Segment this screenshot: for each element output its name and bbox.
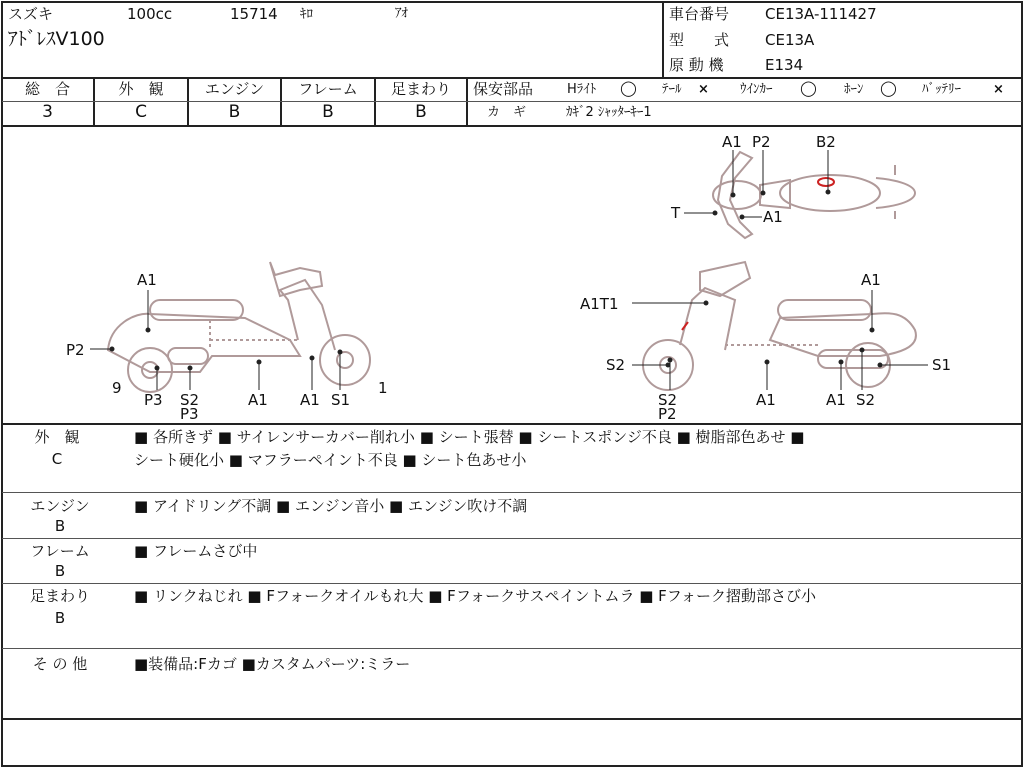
suspension-grade-value: B	[415, 102, 427, 122]
top-damage-mark	[818, 178, 834, 186]
remarks-divider-3	[2, 583, 1022, 584]
remarks-exterior-line-1: ■ 各所きず ■ サイレンサーカバー削れ小 ■ シート張替 ■ シートスポンジ不良 ■ 樹脂部色あせ ■	[134, 428, 805, 446]
mileage-unit-text: ｷﾛ	[300, 7, 313, 22]
displacement-text: 100cc	[127, 5, 173, 23]
remarks-exterior-grade: C	[51, 450, 63, 468]
engine-grade-label: エンジン	[204, 80, 265, 98]
maker-text: スズキ	[8, 5, 54, 23]
overall-grade-label: 総 合	[24, 80, 70, 98]
winker-label: ｳｲﾝｶｰ	[740, 82, 773, 97]
remarks-frame-grade: B	[54, 562, 66, 580]
left-label-1: 1	[378, 379, 388, 397]
remarks-other-label: そ の 他	[32, 655, 88, 673]
right-label-a1-floor: A1	[756, 391, 776, 409]
winker-mark: ◯	[800, 79, 817, 97]
tail-label: ﾃｰﾙ	[662, 82, 682, 97]
tail-mark: ×	[698, 82, 709, 97]
right-label-s2-front: S2	[606, 356, 626, 374]
remarks-exterior-label: 外 観	[34, 428, 80, 446]
right-label-s1: S1	[932, 356, 952, 374]
scooter-top-view	[713, 152, 915, 238]
right-muffler	[818, 350, 888, 368]
remarks-bottom-line	[2, 718, 1022, 720]
top-label-t: T	[671, 204, 681, 222]
headlight-mark: ◯	[620, 79, 637, 97]
left-front-wheel	[320, 335, 370, 385]
frame-no-value: CE13A-111427	[765, 5, 877, 23]
top-label-p2: P2	[752, 133, 771, 151]
frame-grade-value: B	[322, 102, 334, 122]
scooter-left-labels	[66, 271, 388, 423]
top-label-a1-bottom: A1	[763, 208, 783, 226]
header-divider	[662, 2, 664, 78]
damage-diagram	[0, 126, 1024, 424]
right-label-a1t1: A1T1	[580, 295, 619, 313]
left-label-p3-b: P3	[180, 405, 199, 423]
left-label-s1: S1	[331, 391, 351, 409]
type-label: 型 式	[669, 31, 730, 49]
engine-model-label: 原 動 機	[669, 56, 724, 74]
horn-label: ﾎｰﾝ	[844, 82, 864, 97]
exterior-grade-label: 外 観	[118, 80, 164, 98]
right-label-s2-rear: S2	[856, 391, 876, 409]
remarks-divider-4	[2, 648, 1022, 649]
left-muffler	[168, 348, 208, 364]
suspension-grade-label: 足まわり	[390, 80, 451, 98]
scooter-right-labels	[580, 271, 951, 423]
right-label-s2-bottom: S2	[658, 391, 678, 409]
remarks-engine-line-1: ■ アイドリング不調 ■ エンジン音小 ■ エンジン吹け不調	[134, 497, 528, 515]
top-label-a1: A1	[722, 133, 742, 151]
overall-grade-value: 3	[42, 102, 53, 122]
grade-mid-line	[2, 101, 1022, 102]
left-rear-wheel	[128, 348, 172, 392]
key-value: ｶｷﾞ2 ｼｬｯﾀｰｷｰ1	[566, 105, 652, 120]
left-handlebar	[270, 262, 322, 296]
left-label-a1-floor: A1	[248, 391, 268, 409]
right-handlebar	[700, 262, 750, 296]
remarks-divider-2	[2, 538, 1022, 539]
battery-mark: ×	[993, 82, 1004, 97]
color-text: ｱｵ	[395, 6, 408, 21]
remarks-exterior-line-2: シート硬化小 ■ マフラーペイント不良 ■ シート色あせ小	[134, 451, 527, 469]
left-label-p2: P2	[66, 341, 85, 359]
remarks-suspension-line-1: ■ リンクねじれ ■ Fフォークオイルもれ大 ■ Fフォークサスペイントムラ ■ Fフォーク摺動部さび小	[134, 587, 817, 605]
engine-model-value: E134	[765, 56, 804, 74]
top-label-b2: B2	[816, 133, 836, 151]
left-label-a1-seat: A1	[137, 271, 157, 289]
right-label-a1-seat: A1	[861, 271, 881, 289]
key-label: カ ギ	[487, 105, 527, 120]
exterior-grade-value: C	[135, 102, 147, 122]
remarks-other-line-1: ■装備品:Fカゴ ■カスタムパーツ:ミラー	[134, 655, 411, 673]
diagram-bottom-line	[2, 423, 1022, 425]
remarks-frame-label: フレーム	[30, 542, 90, 560]
left-label-9: 9	[112, 379, 122, 397]
grade-divider-5	[466, 78, 468, 126]
remarks-engine-grade: B	[54, 517, 66, 535]
right-front-leg	[680, 288, 735, 350]
headlight-label: Hﾗｲﾄ	[567, 82, 597, 97]
right-label-a1-rear: A1	[826, 391, 846, 409]
top-front-body	[713, 181, 761, 209]
remarks-suspension-grade: B	[54, 609, 66, 627]
remarks-engine-label: エンジン	[30, 497, 90, 515]
left-label-s2: S2	[180, 391, 200, 409]
left-label-a1-front: A1	[300, 391, 320, 409]
right-label-p2: P2	[658, 405, 677, 423]
top-rear-body	[876, 178, 915, 208]
type-value: CE13A	[765, 31, 815, 49]
remarks-divider-1	[2, 492, 1022, 493]
left-label-p3: P3	[144, 391, 163, 409]
battery-label: ﾊﾞｯﾃﾘｰ	[922, 82, 961, 97]
frame-grade-label: フレーム	[298, 80, 358, 98]
horn-mark: ◯	[880, 79, 897, 97]
frame-no-label: 車台番号	[669, 5, 730, 23]
scooter-top-labels	[670, 133, 836, 226]
safety-label: 保安部品	[473, 80, 534, 98]
remarks-frame-line-1: ■ フレームさび中	[134, 542, 258, 560]
header-bottom-line	[2, 77, 1022, 79]
remarks-suspension-label: 足まわり	[29, 587, 90, 605]
engine-grade-value: B	[228, 102, 241, 122]
model-name: ｱﾄﾞﾚｽV100	[8, 28, 105, 50]
mileage-text: 15714	[230, 5, 278, 23]
